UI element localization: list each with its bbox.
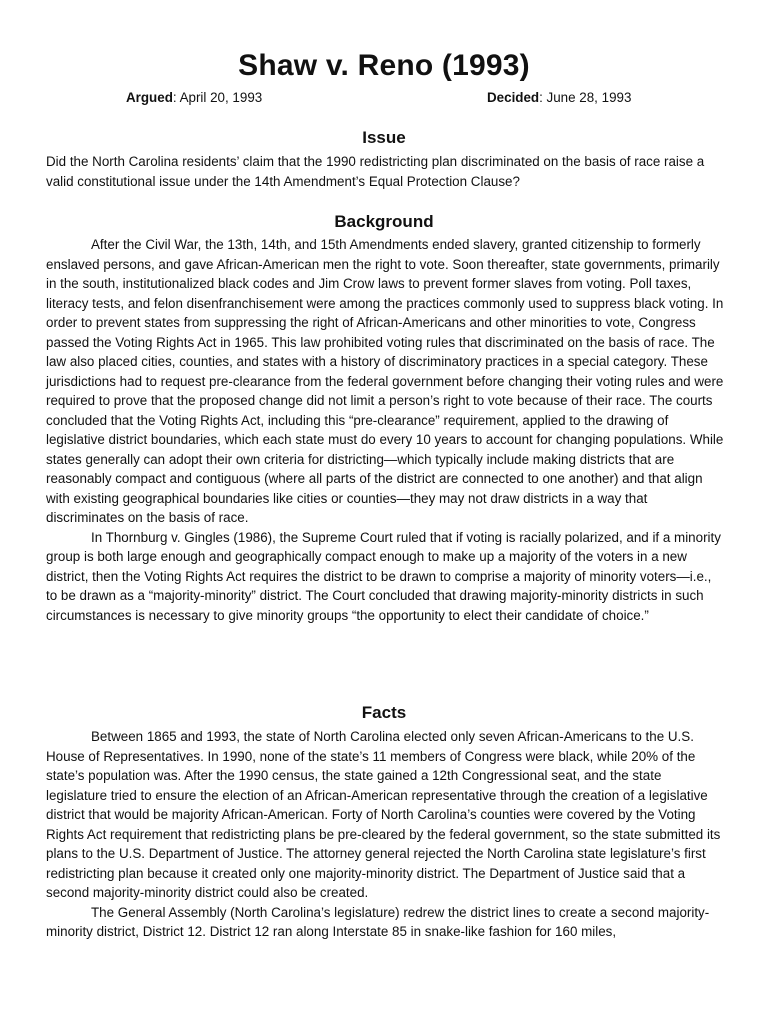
issue-text: Did the North Carolina residents’ claim that the 1990 redistricting plan discriminated on the basis of race raise a valid constitutional issue under the 14th Amendment’s Equal Protection Clause? <box>46 154 705 189</box>
decided-label: Decided <box>487 90 540 105</box>
background-paragraph-1: After the Civil War, the 13th, 14th, and 15th Amendments ended slavery, granted citizenship to formerly enslaved persons, and gave African-American men the right to vote. Soon thereafter, state governments, primarily in the south, institutionalized black codes and Jim Crow laws to prevent former slaves from voting. Poll taxes, literacy tests, and felon disenfranchisement were among the practices commonly used to suppress black voting. In order to prevent states from suppressing the right of African-Americans and other minorities to vote, Congress passed the Voting Rights Act in 1965. This law prohibited voting rules that discriminated on the basis of race. The law also placed cities, counties, and states with a history of discriminatory practices in a special category. These jurisdictions had to request pre-clearance from the federal government before changing their voting rules and were required to prove that the proposed change did not limit a person’s right to vote because of their race. The courts concluded that the Voting Rights Act, including this “pre-clearance” requirement, applied to the drawing of legislative district boundaries, which each state must do every 10 years to account for changing populations. While states generally can adopt their own criteria for districting—which typically include making districts that are reasonably compact and contiguous (where all parts of the district are connected to one another) and that align with existing geographical boundaries like cities or counties—they may not draw districts in a way that discriminates on the basis of race. <box>46 237 724 525</box>
issue-heading: Issue <box>362 128 406 147</box>
case-title: Shaw v. Reno (1993) <box>238 49 530 82</box>
decided-date <box>487 89 631 107</box>
decided-value: : June 28, 1993 <box>539 90 632 105</box>
facts-paragraph-2: The General Assembly (North Carolina’s legislature) redrew the district lines to create a second majority-minority district, District 12. District 12 ran along Interstate 85 in snake-like fashion for 160 miles, <box>46 904 710 939</box>
facts-section <box>46 727 726 942</box>
facts-paragraph-1: Between 1865 and 1993, the state of North Carolina elected only seven African-Americans to the U.S. House of Representatives. In 1990, none of the state’s 11 members of Congress were black, while 20% of the state’s population was. After the 1990 census, the state gained a 12th Congressional seat, and the state legislature tried to ensure the election of an African-American representative through the creation of a legislative district that would be majority African-American. Forty of North Carolina’s counties were covered by the Voting Rights Act requirement that redistricting plans be pre-cleared by the federal government, so the state submitted its plans to the U.S. Department of Justice. The attorney general rejected the North Carolina state legislature’s first redistricting plan because it created only one majority-minority district. The Department of Justice said that a second majority-minority district could also be created. <box>46 729 721 900</box>
background-section <box>46 235 726 625</box>
argued-date <box>126 89 262 107</box>
facts-heading: Facts <box>361 703 407 722</box>
background-paragraph-2: In Thornburg v. Gingles (1986), the Supreme Court ruled that if voting is racially polarized, and if a minority group is both large enough and geographically compact enough to make up a majority of the voters in a new district, then the Voting Rights Act requires the district to be drawn to comprise a majority of minority voters—i.e., to be drawn as a “majority-minority” district. The Court concluded that drawing majority-minority districts in such circumstances is necessary to give minority groups “the opportunity to elect their candidate of choice.” <box>46 529 721 623</box>
argued-label: Argued <box>126 90 173 105</box>
argued-value: : April 20, 1993 <box>172 90 263 105</box>
issue-section <box>46 152 726 191</box>
background-heading: Background <box>334 212 434 231</box>
